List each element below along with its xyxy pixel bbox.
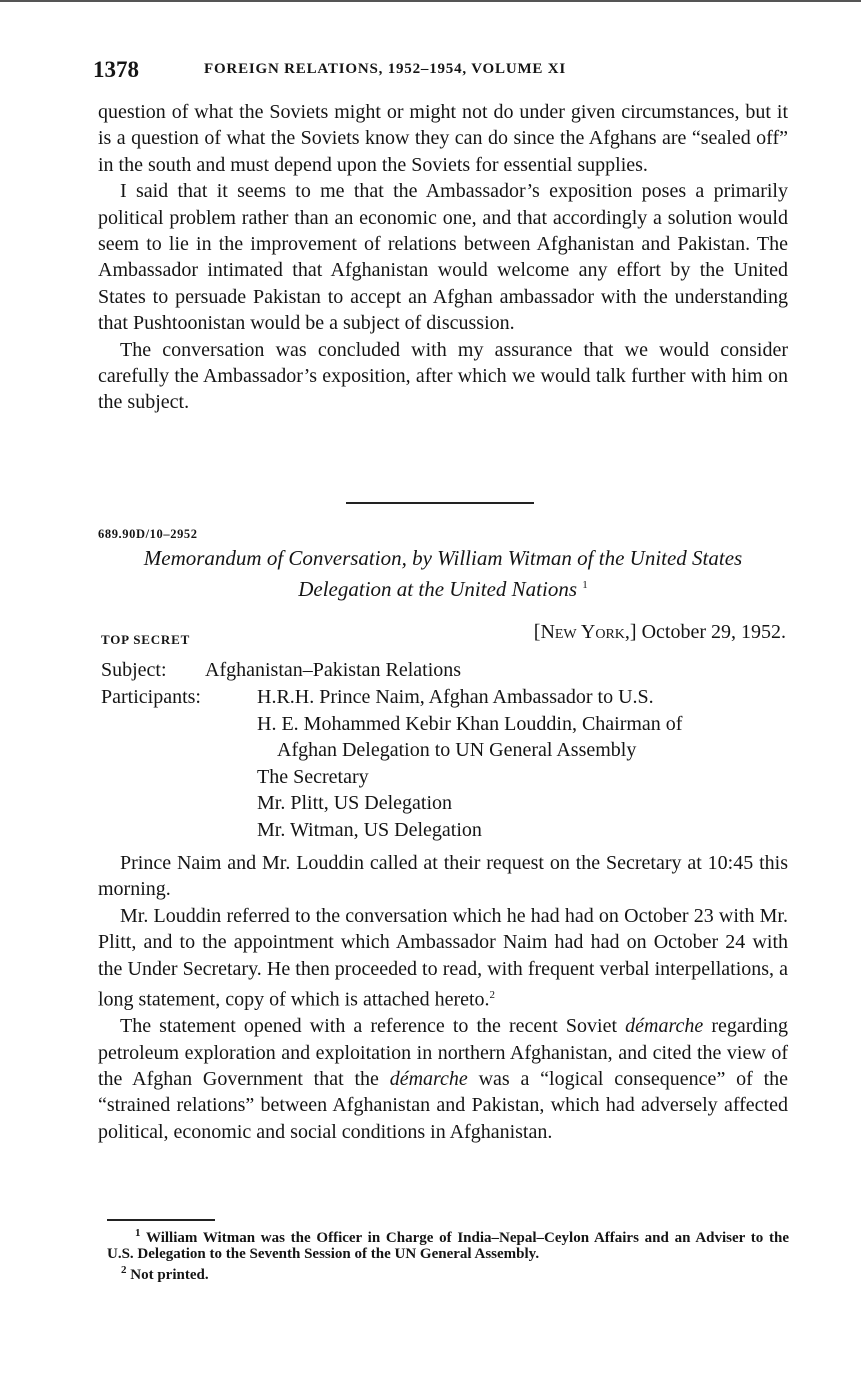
document-title-text: Memorandum of Conversation, by William Witman of the United States Delegation at the United Nations (143, 546, 743, 601)
section-divider (346, 502, 534, 504)
place: [New York,] (533, 621, 637, 643)
footnote-divider (107, 1219, 215, 1221)
footnote-marker: 1 (135, 1227, 141, 1239)
footnote (107, 1225, 789, 1262)
date: October 29, 1952. (641, 621, 786, 643)
emphasis: démarche (625, 1015, 704, 1038)
page-number: 1378 (93, 57, 139, 82)
emphasis: démarche (389, 1067, 468, 1090)
participant: H. E. Mohammed Kebir Khan Louddin, Chairman of (257, 712, 683, 735)
footnotes (107, 1225, 789, 1283)
running-header (93, 57, 793, 87)
body-paragraph (98, 1013, 788, 1145)
footnote (107, 1262, 789, 1283)
classification: TOP SECRET (101, 632, 191, 647)
footnote-ref: 2 (489, 989, 496, 1002)
participant: Mr. Plitt, US Delegation (257, 792, 452, 814)
body-text: was a “logical consequence” of the “strained relations” between Afghanistan and Pakistan, which had adversely affected political, economic and social conditions in Afghanistan. (98, 1067, 788, 1143)
footnote-marker: 2 (121, 1264, 127, 1276)
participant: Mr. Witman, US Delegation (257, 818, 482, 841)
body-text: The statement opened with a reference to the recent Soviet (120, 1015, 626, 1038)
continued-paragraph: I said that it seems to me that the Ambassador’s exposition poses a primarily political problem rather than an economic one, and that accordingly a solution would seem to lie in the improvement of relations between Afghanistan and Pakistan. The Ambassador intimated that Afghanistan would welcome any effort by the United States to persuade Pakistan to accept an Afghan ambassador with the understanding that Pushtoonistan would be a subject of discussion. (98, 180, 788, 335)
running-title: FOREIGN RELATIONS, 1952–1954, VOLUME XI (204, 61, 567, 77)
body-text: Mr. Louddin referred to the conversation which he had had on October 23 with Mr. Plitt, and to the appointment which Ambassador Naim had had on October 24 with the Under Secretary. He then proceeded to read, with frequent verbal interpellations, a long statement, copy of which is attached hereto. (98, 904, 788, 1011)
memo-body (98, 850, 788, 1145)
body-paragraph (98, 903, 788, 1013)
participants-label: Participants: (101, 686, 201, 708)
continued-text (98, 99, 788, 416)
footnote-text: Not printed. (130, 1267, 209, 1283)
participants-list (257, 684, 797, 843)
body-text: regarding petroleum exploration and exploitation in northern Afghanistan, and cited the view of the Afghan Government that the (98, 1015, 788, 1090)
body-paragraph: Prince Naim and Mr. Louddin called at their request on the Secretary at 10:45 this morning. (98, 852, 788, 901)
subject-label: Subject: (101, 659, 167, 681)
subject-value: Afghanistan–Pakistan Relations (205, 659, 462, 681)
file-number: 689.90D/10–2952 (98, 527, 198, 541)
top-border (0, 0, 861, 2)
footnote-text: William Witman was the Officer in Charge of India–Nepal–Ceylon Affairs and an Adviser to the U.S. Delegation to the Seventh Session of the UN General Assembly. (107, 1230, 789, 1262)
continued-paragraph: question of what the Soviets might or might not do under given circumstances, but it is a question of what the Soviets know they can do since the Afghans are “sealed off” in the south and must depend upon the Soviets for essential supplies. (98, 101, 788, 176)
dateline (534, 621, 786, 644)
continued-paragraph: The conversation was concluded with my assurance that we would consider carefully the Ambassador’s exposition, after which we would talk further with him on the subject. (98, 338, 788, 414)
document-title (98, 545, 788, 603)
participant: H.R.H. Prince Naim, Afghan Ambassador to U.S. (257, 686, 654, 708)
participant: Afghan Delegation to UN General Assembly (277, 739, 637, 761)
participant: The Secretary (257, 765, 369, 788)
footnote-ref: 1 (582, 579, 588, 591)
